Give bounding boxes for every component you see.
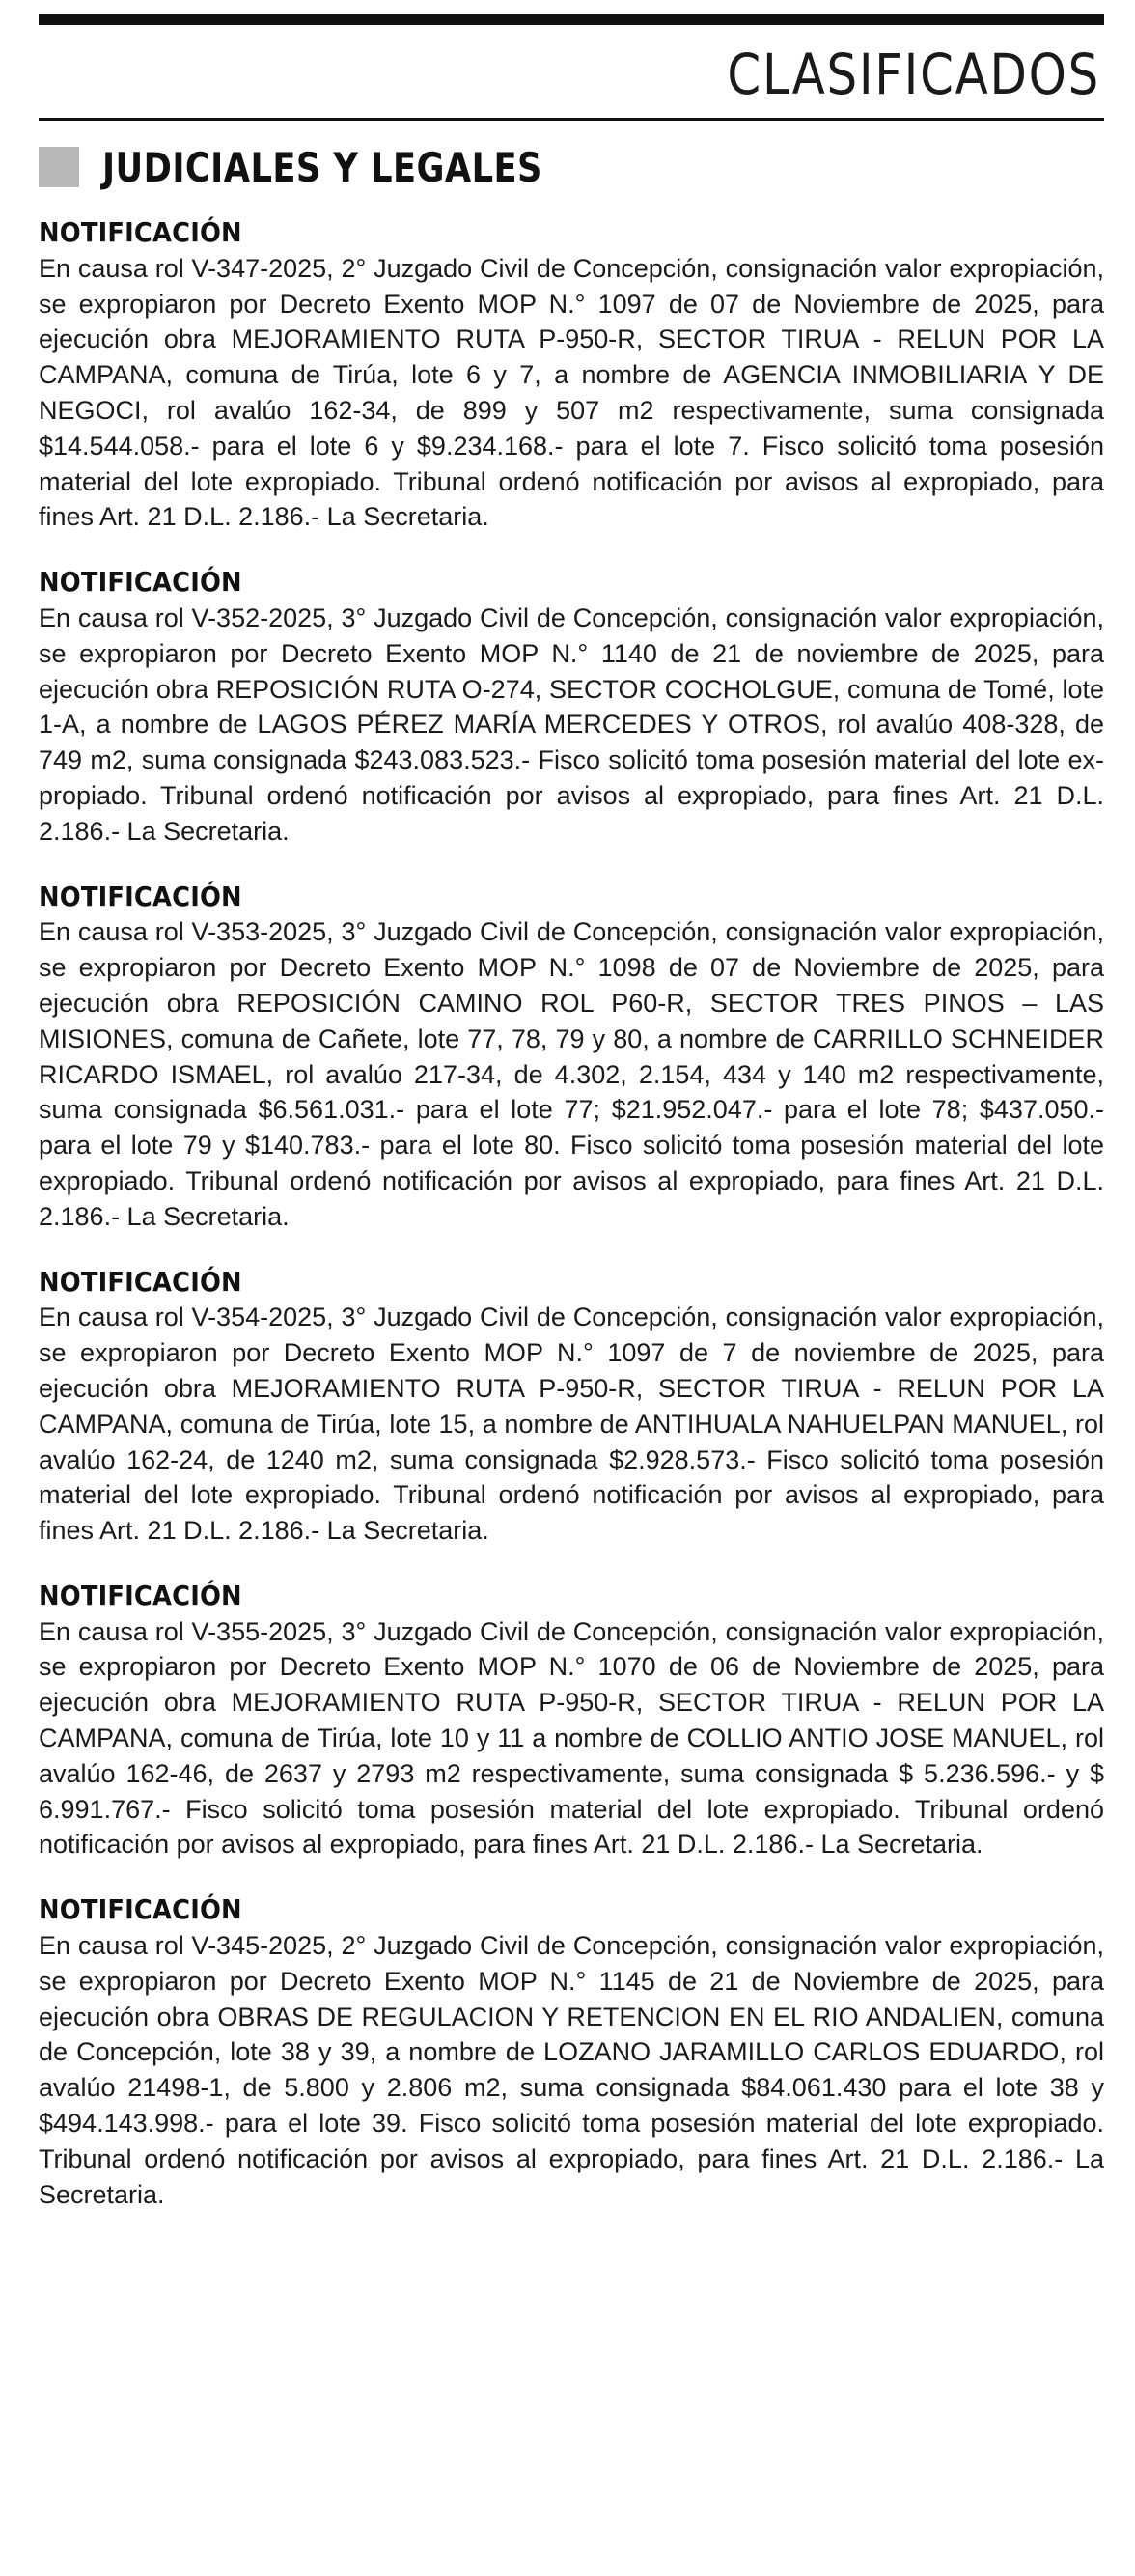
top-rule [39,14,1104,25]
notice [39,1265,1104,1549]
notice-title: NOTIFICACIÓN [39,216,242,248]
notice-body: En causa rol V-355-2025, 3° Juzgado Civil de Concepción, consignación valor expropiación, se expropiaron por Decreto Exento MOP N.° 1070 de 06 de Noviembre de 2025, para ejecución obra MEJORAMIENTO RUTA P-950-R, SECTOR TIRUA - RELUN POR LA CAMPANA, comuna de Tirúa, lote 10 y 11 a nombre de COLLIO ANTIO JOSE MANUEL, rol avalúo 162-46, de 2637 y 2793 m2 respectivamente, suma consignada $ 5.236.596.- y $ 6.991.767.- Fisco solicitó toma posesión material del lote expropiado. Tribunal ordenó notificación por avisos al expropiado, para fines Art. 21 D.L. 2.186.- La Secretaria. [39,1616,1104,1860]
notice [39,1579,1104,1862]
notice-body: En causa rol V-352-2025, 3° Juzgado Civil de Concepción, consignación valor expropiación, se expropiaron por Decreto Exento MOP N.° 1140 de 21 de noviembre de 2025, para ejecución obra REPOSICIÓN RUTA O-274, SECTOR COCHOLGUE, comuna de Tomé, lote 1-A, a nombre de LAGOS PÉREZ MARÍA MERCEDES Y OTROS, rol avalúo 408-328, de 749 m2, suma consignada $243.083.523.- Fisco solicitó toma posesión material del lote expropiado. Tribunal ordenó notificación por avisos al expropiado, para fines Art. 21 D.L. 2.186.- La Secretaria. [39,602,1104,846]
notice-title: NOTIFICACIÓN [39,1265,242,1298]
notice [39,1892,1104,2212]
category-square-icon [39,147,79,187]
notice-body: En causa rol V-347-2025, 2° Juzgado Civil de Concepción, consignación valor expropiación, se expropiaron por Decreto Exento MOP N.° 1097 de 07 de Noviembre de 2025, para ejecución obra MEJORAMIENTO RUTA P-950-R, SECTOR TIRUA - RELUN POR LA CAMPANA, comuna de Tirúa, lote 6 y 7, a nombre de AGENCIA INMOBILIARIA Y DE NEGOCI, rol avalúo 162-34, de 899 y 507 m2 respectivamente, suma consignada $14.544.058.- para el lote 6 y $9.234.168.- para el lote 7. Fisco solicitó toma posesión material del lote expropiado. Tribunal ordenó notificación por avisos al expropiado, para fines Art. 21 D.L. 2.186.- La Secretaria. [39,253,1104,532]
notice-body: En causa rol V-354-2025, 3° Juzgado Civil de Concepción, consignación valor expropiación, se expropiaron por Decreto Exento MOP N.° 1097 de 7 de noviembre de 2025, para ejecución obra MEJORAMIENTO RUTA P-950-R, SECTOR TIRUA - RELUN POR LA CAMPANA, comuna de Tirúa, lote 15, a nombre de ANTIHUALA NAHUELPAN MANUEL, rol avalúo 162-24, de 1240 m2, suma consignada $2.928.573.- Fisco solicitó toma posesión material del lote expropiado. Tribunal ordenó notificación por avisos al expropiado, para fines Art. 21 D.L. 2.186.- La Secretaria. [39,1302,1104,1546]
section-title: CLASIFICADOS [727,42,1100,107]
classifieds-page [39,14,1104,2212]
notice-title: NOTIFICACIÓN [39,1893,242,1926]
title-rule [39,118,1104,121]
notice [39,215,1104,535]
notice [39,565,1104,849]
notice [39,880,1104,1235]
notice-title: NOTIFICACIÓN [39,1579,242,1611]
notices-list [39,215,1104,2212]
notice-title: NOTIFICACIÓN [39,880,242,912]
notice-title: NOTIFICACIÓN [39,566,242,599]
notice-body: En causa rol V-345-2025, 2° Juzgado Civil de Concepción, consignación valor expropiación, se expropiaron por Decreto Exento MOP N.° 1145 de 21 de Noviembre de 2025, para ejecución obra OBRAS DE REGULACION Y RETENCION EN EL RIO ANDALIEN, comuna de Concepción, lote 38 y 39, a nombre de LOZANO JARAMILLO CARLOS EDUARDO, rol avalúo 21498-1, de 5.800 y 2.806 m2, suma consignada $84.061.430 para el lote 38 y $494.143.998.- para el lote 39. Fisco solicitó toma posesión material del lote expropiado. Tribunal ordenó notificación por avisos al expropiado, para fines Art. 21 D.L. 2.186.- La Secretaria. [39,1931,1104,2209]
category-header [39,140,1104,194]
notice-body: En causa rol V-353-2025, 3° Juzgado Civil de Concepción, consignación valor expropiación, se expropiaron por Decreto Exento MOP N.° 1098 de 07 de Noviembre de 2025, para ejecución obra REPOSICIÓN CAMINO ROL P60-R, SECTOR TRES PINOS – LAS MISIONES, comuna de Cañete, lote 77, 78, 79 y 80, a nombre de CARRILLO SCHNEIDER RICARDO ISMAEL, rol avalúo 217-34, de 4.302, 2.154, 434 y 140 m2 respectivamente, suma consignada $6.561.031.- para el lote 77; $21.952.047.- para el lote 78; $437.050.- para el lote 79 y $140.783.- para el lote 80. Fisco solicitó toma posesión material del lote expropiado. Tribunal ordenó notificación por avisos al expropiado, para fines Art. 21 D.L. 2.186.- La Secretaria. [39,917,1104,1231]
category-name: JUDICIALES Y LEGALES [102,143,542,191]
